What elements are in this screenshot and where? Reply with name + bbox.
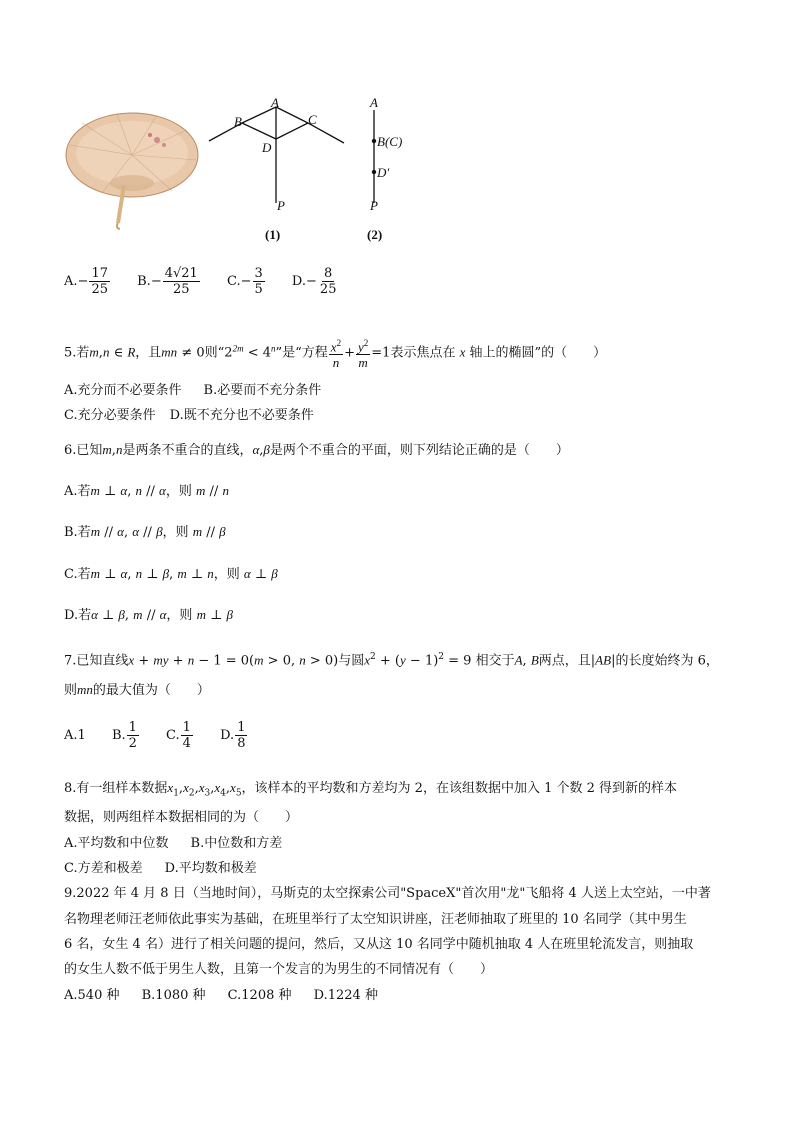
q4-option-d: D.− $\frac{8}{25}$ xyxy=(291,266,337,297)
q5-option-d: D.既不充分也不必要条件 xyxy=(169,408,314,423)
q8-options-row2 xyxy=(64,859,279,879)
q9-options xyxy=(64,986,400,1006)
caption-figure-2: (2) xyxy=(367,227,383,242)
q7-option-a: A.1 xyxy=(64,728,86,743)
q9-stem-4: 的女生人数不低于男生人数，且第一个发言的为男生的不同情况有（ ） xyxy=(64,962,494,977)
q6-option-b: B.若m // α, α // β，则 m // β xyxy=(64,524,226,540)
umbrella-photo xyxy=(62,105,202,230)
q5-options-row2 xyxy=(64,406,336,426)
label-C-fig1: C xyxy=(308,112,317,127)
q5-option-c: C.充分必要条件 xyxy=(64,408,156,423)
q7-stem-1: 7.已知直线x + my + n − 1 = 0(m > 0, n > 0)与圆$x^2 + (y - 1)^2 = 9$ 相交于A, B两点，且|AB|的长度始终为 6， xyxy=(64,652,719,669)
label-BC-fig2: B(C) xyxy=(377,134,403,149)
q8-option-a: A.平均数和中位数 xyxy=(64,836,169,851)
figure-2-diagram xyxy=(365,95,425,215)
q5-options-row1 xyxy=(64,381,343,401)
label-Dprime-fig2: D′ xyxy=(377,165,390,180)
label-P-fig1: P xyxy=(277,198,285,213)
caption-figure-1: (1) xyxy=(265,227,281,242)
q7-options xyxy=(64,720,270,751)
q9-option-d: D.1224 种 xyxy=(313,988,378,1003)
q8-option-b: B.中位数和方差 xyxy=(190,836,283,851)
q9-stem-2: 名物理老师汪老师依此事实为基础，在班里举行了太空知识讲座，汪老师抽取了班里的 10 名同学（其中男生 xyxy=(64,912,687,927)
q8-stem-1: 8.有一组样本数据$x_1,x_2,x_3,x_4,x_5$，该样本的平均数和方差均为 2，在该组数据中加入 1 个数 2 得到新的样本 xyxy=(64,780,678,799)
label-D-fig1: D xyxy=(262,140,272,155)
label-P-fig2: P xyxy=(370,198,378,213)
q6-option-c: C.若m ⊥ α, n ⊥ β, m ⊥ n，则 α ⊥ β xyxy=(64,566,278,582)
q5-option-a: A.充分而不必要条件 xyxy=(64,383,182,398)
q8-options-row1 xyxy=(64,834,304,854)
q4-option-b: B.− $\frac{4√21}{25}$ xyxy=(137,266,198,297)
label-A-fig2: A xyxy=(370,95,378,110)
q8-stem-2: 数据，则两组样本数据相同的为（ ） xyxy=(64,810,299,825)
q9-stem-3: 6 名，女生 4 名）进行了相关问题的提问，然后，又从这 10 名同学中随机抽取 4 人在班里轮流发言，则抽取 xyxy=(64,937,694,952)
q7-option-d: D. $\frac{1}{8}$ xyxy=(220,720,246,751)
q4-option-a: A.− $\frac{17}{25}$ xyxy=(64,266,108,297)
q4-options xyxy=(64,266,361,297)
q8-option-d: D.平均数和极差 xyxy=(164,861,257,876)
q9-option-c: C.1208 种 xyxy=(227,988,292,1003)
q9-stem-1: 9.2022 年 4 月 8 日（当地时间），马斯克的太空探索公司"SpaceX"首次用"龙"飞船将 4 人送上太空站，一中著 xyxy=(64,886,711,901)
label-B-fig1: B xyxy=(234,114,242,129)
q5-stem: 5.若m,n ∈ R，且mn ≠ 0则“$2^{2m} < 4^n$”是“方程 $\frac{x^2}{n}$ + $\frac{y^2}{m}$ =1表示焦点在 x 轴上的椭圆”的（ ） xyxy=(64,338,607,371)
figure-1-diagram xyxy=(204,95,354,245)
q4-option-c: C.− $\frac{3}{5}$ xyxy=(226,266,263,297)
q7-option-b: B. $\frac{1}{2}$ xyxy=(111,720,137,751)
q6-option-d: D.若α ⊥ β, m // α，则 m ⊥ β xyxy=(64,607,233,623)
q7-stem-2: 则mn的最大值为（ ） xyxy=(64,682,210,698)
q7-option-c: C. $\frac{1}{4}$ xyxy=(166,720,191,751)
q9-option-b: B.1080 种 xyxy=(141,988,206,1003)
label-A-fig1: A xyxy=(271,95,279,110)
q9-option-a: A.540 种 xyxy=(64,988,120,1003)
q5-option-b: B.必要而不充分条件 xyxy=(203,383,322,398)
q6-stem: 6.已知m,n是两条不重合的直线，α,β是两个不重合的平面，则下列结论正确的是（ ） xyxy=(64,442,569,458)
q8-option-c: C.方差和极差 xyxy=(64,861,143,876)
q6-option-a: A.若m ⊥ α, n // α，则 m // n xyxy=(64,483,229,499)
